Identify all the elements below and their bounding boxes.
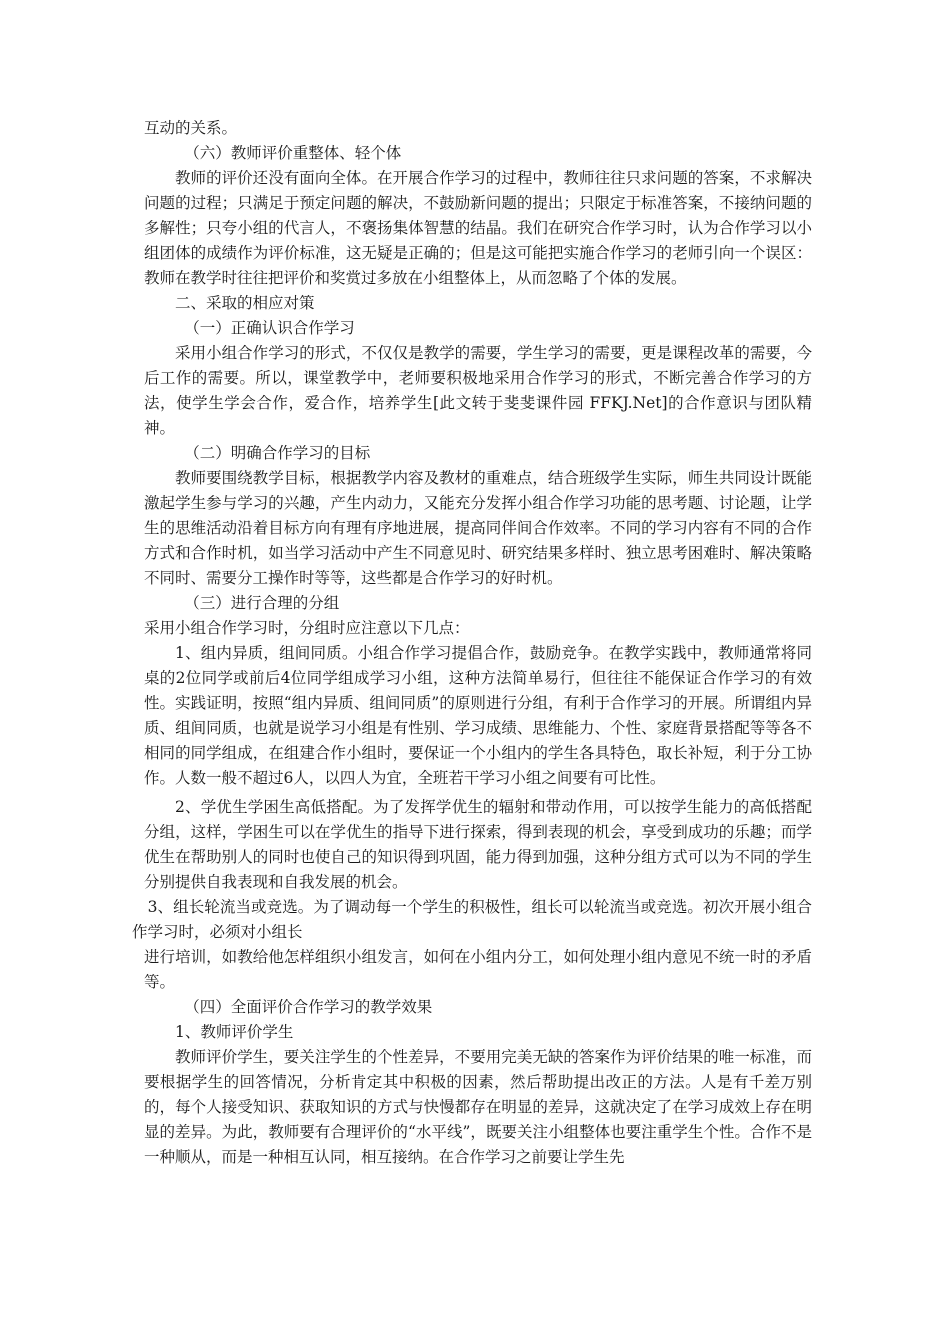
paragraph: 教师要围绕教学目标，根据教学内容及教材的重难点，结合班级学生实际，师生共同设计既能激起学生参与学习的兴趣，产生内动力，又能充分发挥小组合作学习功能的思考题、讨论题，让学生的思维活动沿着目标方向有理有序地进展，提高同伴间合作效率。不同的学习内容有不同的合作方式和合作时机，如当学习活动中产生不同意见时、研究结果多样时、独立思考困难时、解决策略不同时、需要分工操作时等等，这些都是合作学习的好时机。 (144, 469, 812, 587)
section-heading: （三）进行合理的分组 (184, 594, 340, 612)
paragraph: 互动的关系。 (144, 119, 238, 137)
section-heading: （二）明确合作学习的目标 (184, 444, 371, 462)
paragraph: 采用小组合作学习时，分组时应注意以下几点： (144, 619, 470, 637)
paragraph: 教师评价学生，要关注学生的个性差异，不要用完美无缺的答案作为评价结果的唯一标准，而要根据学生的回答情况，分析肯定其中积极的因素，然后帮助提出改正的方法。人是有千差万别的，每个人接受知识、获取知识的方式与快慢都存在明显的差异，这就决定了在学习成效上存在明显的差异。为此，教师要有合理评价的“水平线”，既要关注小组整体也要注重学生个性。合作不是一种顺从，而是一种相互认同，相互接纳。在合作学习之前要让学生先 (144, 1048, 812, 1166)
section-heading: （六）教师评价重整体、轻个体 (184, 144, 402, 162)
section-heading: 1、教师评价学生 (175, 1023, 294, 1041)
section-heading: 二、采取的相应对策 (175, 294, 315, 312)
document-body (132, 116, 812, 1170)
paragraph: 教师的评价还没有面向全体。在开展合作学习的过程中，教师往往只求问题的答案，不求解决问题的过程；只满足于预定问题的解决，不鼓励新问题的提出；只限定于标准答案，不接纳问题的多解性；只夸小组的代言人，不褒扬集体智慧的结晶。我们在研究合作学习时，认为合作学习以小组团体的成绩作为评价标准，这无疑是正确的；但是这可能把实施合作学习的老师引向一个误区：教师在教学时往往把评价和奖赏过多放在小组整体上，从而忽略了个体的发展。 (144, 169, 812, 287)
section-heading: （四）全面评价合作学习的教学效果 (184, 998, 433, 1016)
paragraph: 2、学优生学困生高低搭配。为了发挥学优生的辐射和带动作用，可以按学生能力的高低搭配分组，这样，学困生可以在学优生的指导下进行探索，得到表现的机会，享受到成功的乐趣；而学优生在帮助别人的同时也使自己的知识得到巩固，能力得到加强，这种分组方式可以为不同的学生分别提供自我表现和自我发展的机会。 (144, 798, 812, 891)
paragraph: 进行培训，如教给他怎样组织小组发言，如何在小组内分工，如何处理小组内意见不统一时的矛盾等。 (144, 948, 812, 991)
paragraph: 1、组内异质，组间同质。小组合作学习提倡合作，鼓励竞争。在教学实践中，教师通常将同桌的2位同学或前后4位同学组成学习小组，这种方法简单易行，但往往不能保证合作学习的有效性。实践证明，按照“组内异质、组间同质”的原则进行分组，有利于合作学习的开展。所谓组内异质、组间同质，也就是说学习小组是有性别、学习成绩、思维能力、个性、家庭背景搭配等等各不相同的同学组成，在组建合作小组时，要保证一个小组内的学生各具特色，取长补短，利于分工协作。人数一般不超过6人，以四人为宜，全班若干学习小组之间要有可比性。 (144, 644, 812, 787)
paragraph: 采用小组合作学习的形式，不仅仅是教学的需要，学生学习的需要，更是课程改革的需要，今后工作的需要。所以，课堂教学中，老师要积极地采用合作学习的形式，不断完善合作学习的方法，使学生学会合作，爱合作，培养学生[此文转于斐斐课件园 FFKJ.Net]的合作意识与团队精神。 (144, 344, 812, 437)
paragraph: 3、组长轮流当或竞选。为了调动每一个学生的积极性，组长可以轮流当或竞选。初次开展小组合作学习时，必须对小组长 (132, 898, 812, 941)
section-heading: （一）正确认识合作学习 (184, 319, 355, 337)
